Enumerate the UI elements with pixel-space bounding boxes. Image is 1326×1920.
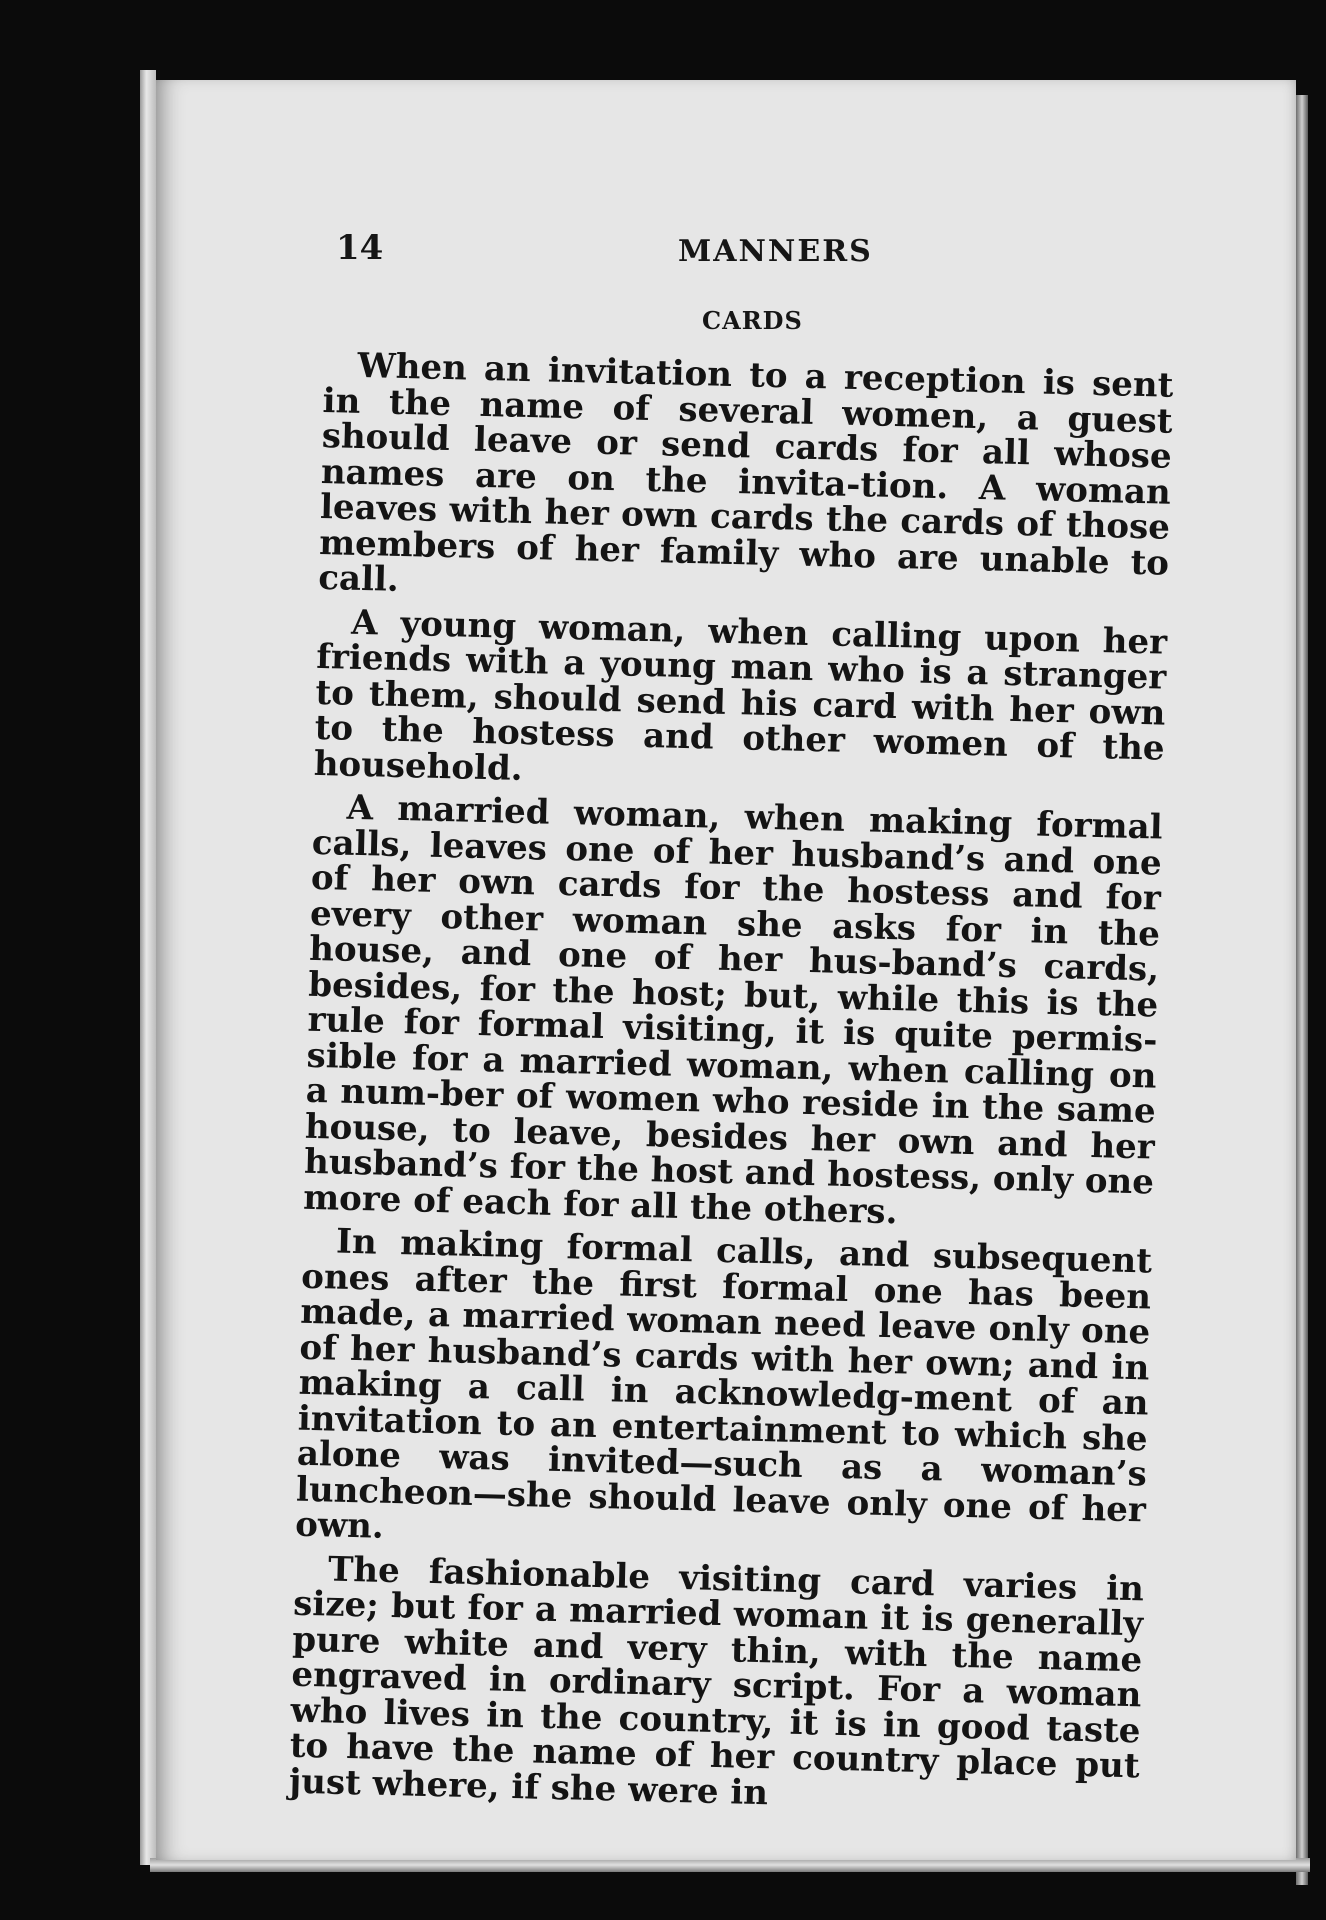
running-title: MANNERS	[678, 234, 873, 269]
paragraph: A young woman, when calling upon her friends with a young man who is a stranger to them, should send his card with her own to the hostess and other women of the household.	[313, 602, 1168, 789]
book-spine-edge	[140, 70, 156, 1865]
body-text	[288, 345, 1174, 1828]
page-number: 14	[336, 228, 384, 268]
book-right-edge	[1296, 95, 1308, 1885]
paragraph: When an invitation to a reception is sent in the name of several women, a guest should leave or send cards for all whose names are on the invita-tion. A woman leaves with her own cards the cards of those members of her family who are unable to call.	[317, 345, 1174, 600]
book-bottom-edge	[150, 1858, 1310, 1872]
paragraph: In making formal calls, and subsequent ones after the first formal one has been made, a married woman need leave only one of her husband’s cards with her own; and in making a call in acknowledg-ment of an invitation to an entertainment to which she alone was invited—such as a woman’s luncheon—she should leave only one of her own.	[294, 1221, 1153, 1547]
paragraph: A married woman, when making formal calls, leaves one of her husband’s and one of her own cards for the hostess and for every other woman she asks for in the house, and one of her hus-band’s cards, besides, for the host; but, while this is the rule for formal visiting, it is quite permis-sible for a married woman, when calling on a num-ber of women who reside in the same house, to leave, besides her own and her husband’s for the host and hostess, only one more of each for all the others.	[302, 787, 1164, 1232]
section-heading: CARDS	[702, 306, 803, 335]
book-page	[156, 80, 1296, 1860]
paragraph: The fashionable visiting card varies in size; but for a married woman it is generally pure white and very thin, with the name engraved in ordinary script. For a woman who lives in the country, it is in good taste to have the name of her country place put just where, if she were in	[288, 1548, 1145, 1813]
page-header	[156, 228, 1296, 288]
